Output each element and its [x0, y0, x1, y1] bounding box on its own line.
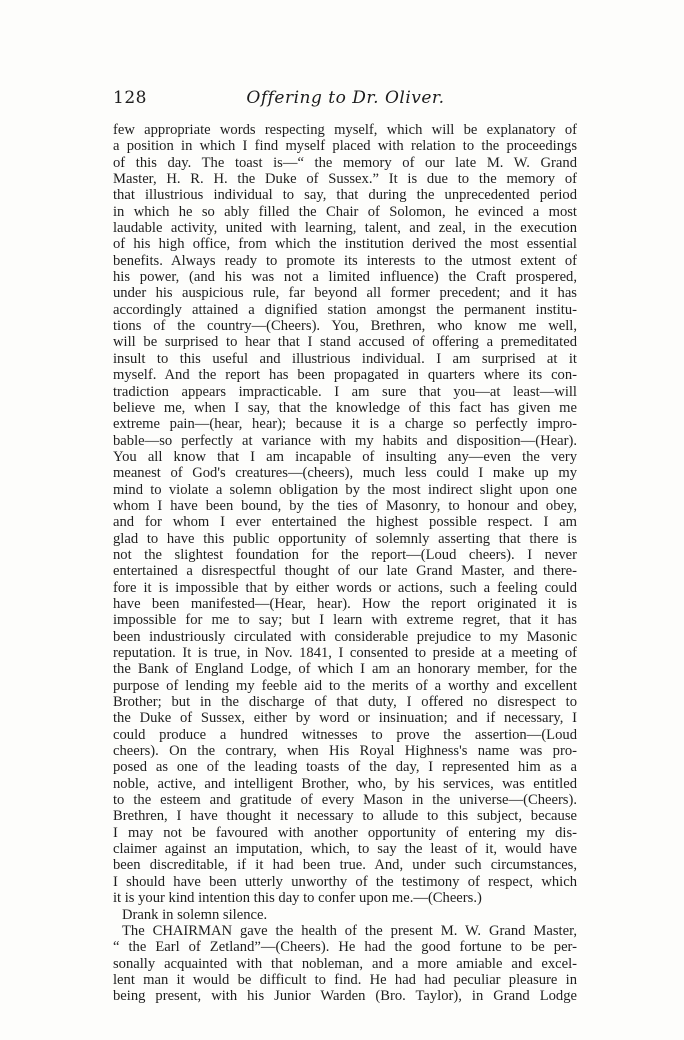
text-line: purpose of lending my feeble aid to the merits of a worthy and excellent	[113, 677, 577, 694]
text-line: glad to have this public opportunity of solemnly asserting that there is	[113, 530, 577, 547]
text-line: bable—so perfectly at variance with my habits and disposition—(Hear).	[113, 432, 577, 449]
text-line: believe me, when I say, that the knowledge of this fact has given me	[113, 399, 577, 416]
page-title: Offering to Dr. Oliver.	[246, 88, 445, 108]
text-line: in which he so ably filled the Chair of Solomon, he evinced a most	[113, 203, 577, 220]
text-line: myself. And the report has been propagated in quarters where its con-	[113, 367, 577, 384]
text-line: whom I have been bound, by the ties of Masonry, to honour and obey,	[113, 497, 577, 514]
text-line: few appropriate words respecting myself, which will be explanatory of	[113, 122, 577, 138]
text-line: The CHAIRMAN gave the health of the present M. W. Grand Master,	[122, 922, 577, 939]
text-line: Master, H. R. H. the Duke of Sussex.” It is due to the memory of	[113, 171, 577, 188]
text-line: been industriously circulated with considerable prejudice to my Masonic	[113, 628, 577, 645]
text-line: accordingly attained a dignified station amongst the permanent institu-	[113, 301, 577, 318]
text-line: it is your kind intention this day to confer upon me.—(Cheers.)	[113, 890, 482, 907]
text-line: claimer against an imputation, which, to say the least of it, would have	[113, 841, 577, 858]
text-line: fore it is impossible that by either words or actions, such a feeling could	[113, 579, 577, 596]
text-line: to the esteem and gratitude of every Mason in the universe—(Cheers).	[113, 792, 577, 809]
text-line: his power, (and his was not a limited influence) the Craft prospered,	[113, 269, 577, 286]
running-head	[113, 88, 578, 112]
text-line: tions of the country—(Cheers). You, Brethren, who know me well,	[113, 318, 577, 335]
text-line: I should have been utterly unworthy of the testimony of respect, which	[113, 873, 577, 890]
text-line: posed as one of the leading toasts of the day, I represented him as a	[113, 759, 577, 776]
text-line: of this day. The toast is—“ the memory of our late M. W. Grand	[113, 154, 577, 171]
text-line: lent man it would be difficult to find. He had had peculiar pleasure in	[113, 971, 577, 988]
text-line: under his auspicious rule, far beyond all former precedent; and it has	[113, 285, 577, 302]
text-line: Brother; but in the discharge of that duty, I offered no disrespect to	[113, 694, 577, 711]
text-line: could produce a hundred witnesses to prove the assertion—(Loud	[113, 726, 577, 743]
text-line: sonally acquainted with that nobleman, and a more amiable and excel-	[113, 955, 577, 972]
text-line: extreme pain—(hear, hear); because it is a charge so perfectly impro-	[113, 416, 577, 433]
text-line: noble, active, and intelligent Brother, who, by his services, was entitled	[113, 775, 577, 792]
body-text	[113, 122, 577, 1005]
text-line: will be surprised to hear that I stand accused of offering a premeditated	[113, 334, 577, 351]
text-line: Drank in solemn silence.	[122, 906, 268, 923]
text-line: mind to violate a solemn obligation by the most indirect slight upon one	[113, 481, 577, 498]
text-line: a position in which I find myself placed with relation to the proceedings	[113, 138, 577, 155]
page-number: 128	[113, 88, 147, 108]
text-line: the Bank of England Lodge, of which I am an honorary member, for the	[113, 661, 577, 678]
text-line: the Duke of Sussex, either by word or insinuation; and if necessary, I	[113, 710, 577, 727]
text-line: have been manifested—(Hear, hear). How the report originated it is	[113, 595, 577, 612]
text-line: that illustrious individual to say, that during the unprecedented period	[113, 187, 577, 204]
text-line: insult to this useful and illustrious individual. I am surprised at it	[113, 350, 577, 367]
text-line: “ the Earl of Zetland”—(Cheers). He had the good fortune to be per-	[113, 939, 577, 956]
text-line: of his high office, from which the institution derived the most essential	[113, 236, 577, 253]
text-line: and for whom I ever entertained the highest possible respect. I am	[113, 514, 577, 531]
text-line: been discreditable, if it had been true. And, under such circumstances,	[113, 857, 577, 874]
text-line: reputation. It is true, in Nov. 1841, I consented to preside at a meeting of	[113, 645, 577, 661]
text-line: not the slightest foundation for the report—(Loud cheers). I never	[113, 546, 577, 563]
text-line: entertained a disrespectful thought of our late Grand Master, and there-	[113, 563, 577, 580]
text-line: cheers). On the contrary, when His Royal Highness's name was pro-	[113, 743, 577, 760]
text-line: I may not be favoured with another opportunity of entering my dis-	[113, 824, 577, 841]
text-line: tradiction appears impracticable. I am sure that you—at least—will	[113, 383, 577, 400]
text-line: Brethren, I have thought it necessary to allude to this subject, because	[113, 808, 577, 825]
text-line: meanest of God's creatures—(cheers), much less could I make up my	[113, 465, 577, 482]
text-line: You all know that I am incapable of insulting any—even the very	[113, 448, 577, 465]
text-line: laudable activity, united with learning, talent, and zeal, in the execution	[113, 220, 577, 237]
text-line: benefits. Always ready to promote its interests to the utmost extent of	[113, 252, 577, 269]
text-line: impossible for me to say; but I learn with extreme regret, that it has	[113, 612, 577, 629]
text-line: being present, with his Junior Warden (Bro. Taylor), in Grand Lodge	[113, 988, 577, 1005]
